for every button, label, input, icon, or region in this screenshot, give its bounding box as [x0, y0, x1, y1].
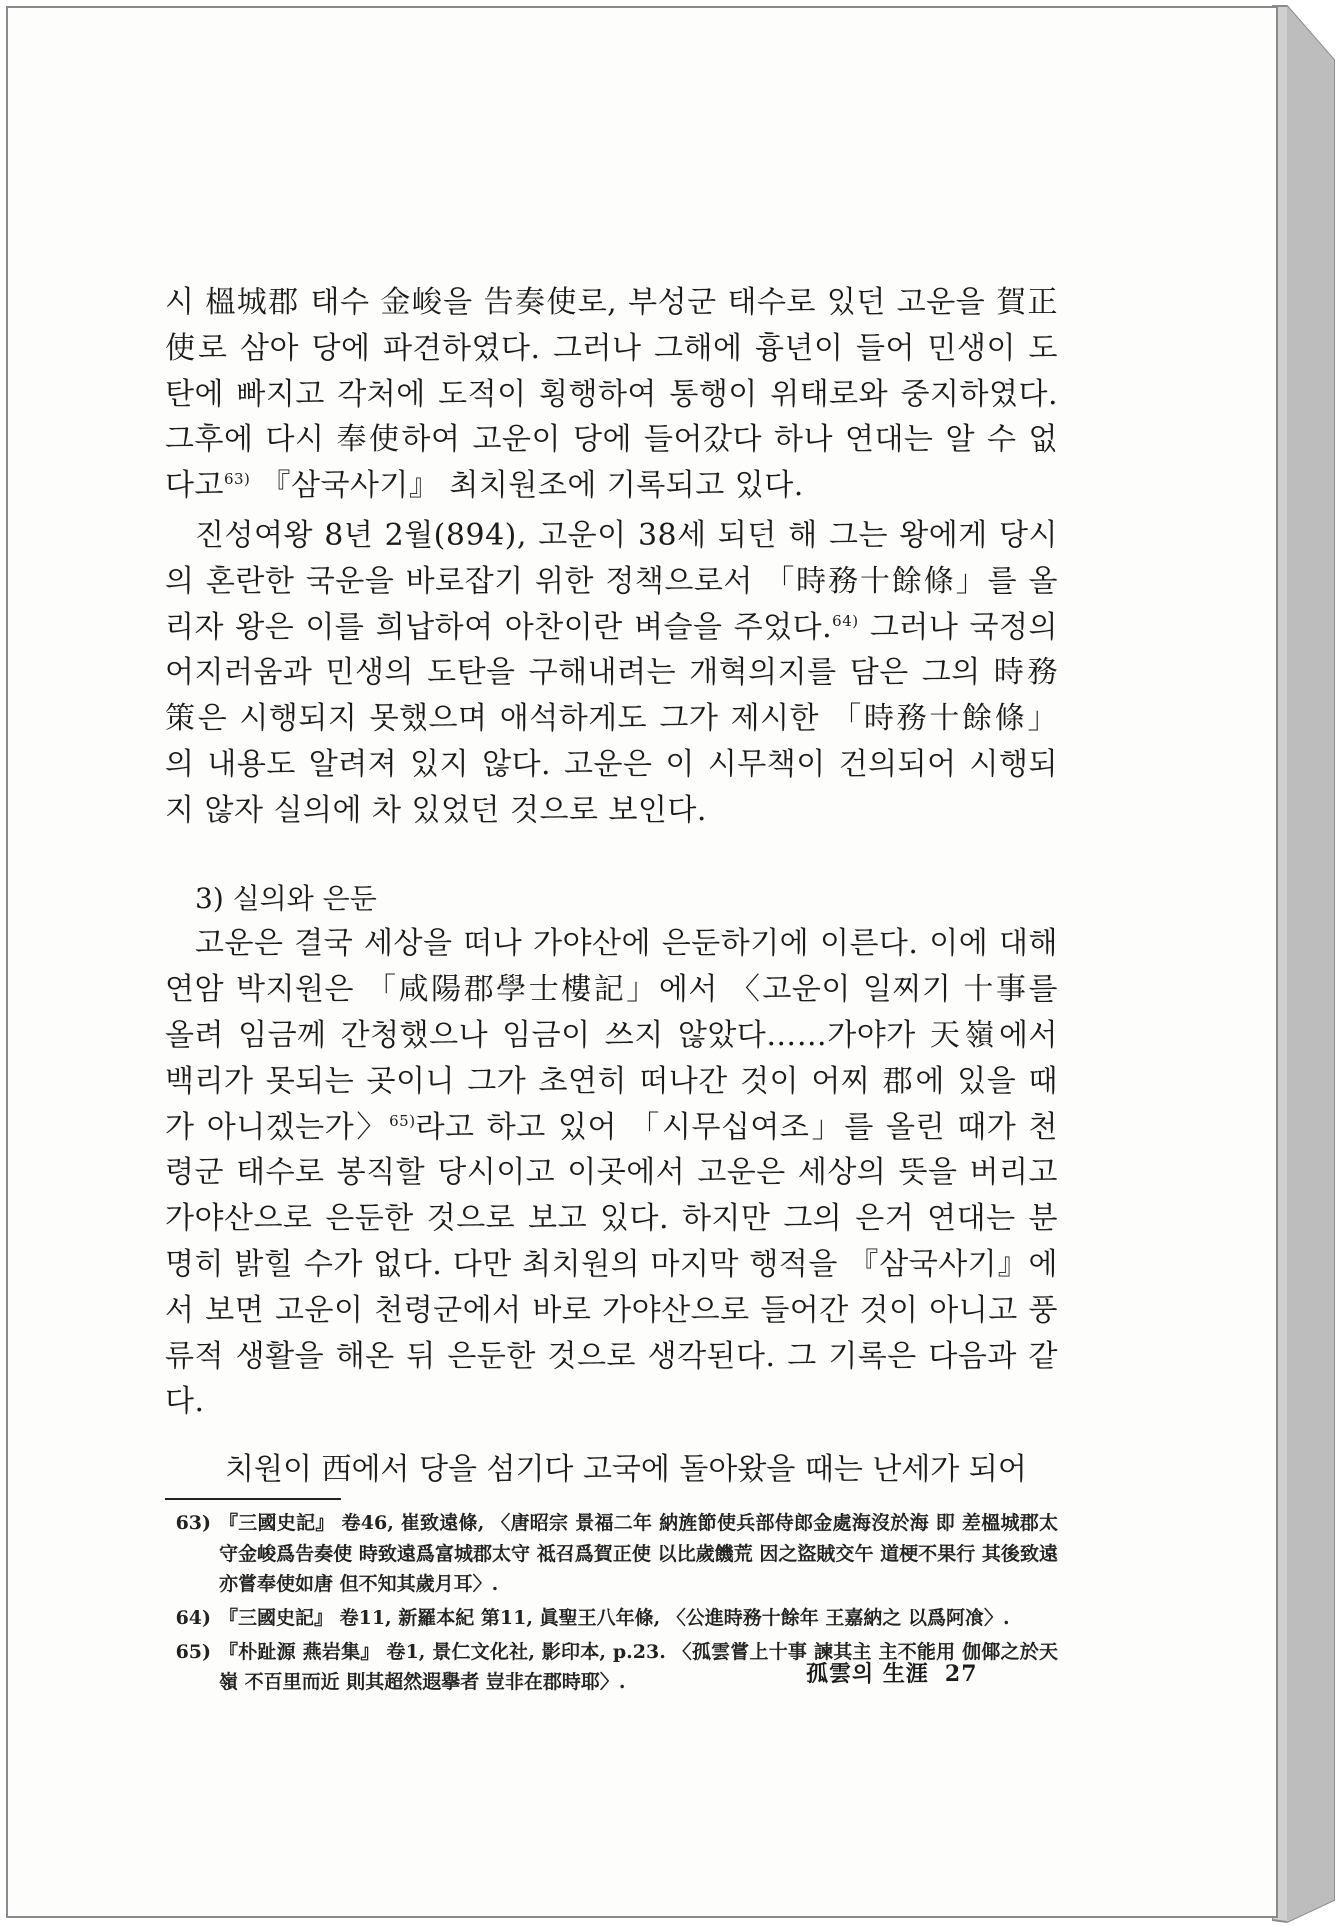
running-footer [806, 1657, 978, 1688]
page-body [165, 280, 1058, 1701]
footnote-number: 64) [175, 1606, 211, 1629]
section-heading: 3) 실의와 은둔 [195, 881, 377, 915]
footnote-text: 『三國史記』 卷11, 新羅本紀 第11, 眞聖王八年條, 〈公進時務十餘年 王嘉納之 以爲阿飡〉. [219, 1606, 1010, 1629]
footnote-ref-63: 63) [223, 470, 251, 489]
footnote-number: 63) [175, 1512, 211, 1535]
footnote-text: 『三國史記』 卷46, 崔致遠條, 〈唐昭宗 景福二年 納旌節使兵部侍郎金處海沒於海 即 差榲城郡太守金峻爲告奏使 時致遠爲富城郡太守 祗召爲賀正使 以比歲饑荒 因之盜賊交午 道梗不果行 其後致遠亦嘗奉使如唐 但不知其歲月耳〉. [219, 1512, 1058, 1596]
running-title: 孤雲의 生涯 [806, 1661, 929, 1687]
footnote-ref-65: 65) [389, 1111, 416, 1130]
block-quote: 치원이 西에서 당을 섬기다 고국에 돌아왔을 때는 난세가 되어 [225, 1452, 1027, 1488]
footnote-number: 65) [175, 1640, 211, 1663]
book-spine [1272, 0, 1343, 1926]
footnote-divider [165, 1498, 341, 1500]
footnote-63 [165, 1508, 1058, 1600]
paragraph-1: 시 榲城郡 태수 金峻을 告奏使로, 부성군 태수로 있던 고운을 賀正使로 삼아 당에 파견하였다. 그러나 그해에 흉년이 들어 민생이 도탄에 빠지고 각처에 도적이 횡행하여 통행이 위태로와 중지하였다. 그후에 다시 奉使하여 고운이 당에 들어갔다 하나 연대는 알 수 없다고$^{63)}$ 『삼국사기』 최치원조에 기록되고 있다. [165, 285, 1058, 504]
footnote-ref-64: 64) [832, 611, 859, 630]
paragraph-2: 진성여왕 8년 2월(894), 고운이 38세 되던 해 그는 왕에게 당시의 혼란한 국운을 바로잡기 위한 정책으로서 「時務十餘條」를 올리자 왕은 이를 희납하여 아찬이란 벼슬을 주었다.$^{64)}$ 그러나 국정의 어지러움과 민생의 도탄을 구해내려는 개혁의지를 담은 그의 時務策은 시행되지 못했으며 애석하게도 그가 제시한 「時務十餘條」의 내용도 알려져 있지 않다. 고운은 이 시무책이 건의되어 시행되지 않자 실의에 차 있었던 것으로 보인다. [165, 517, 1058, 828]
page-number: 27 [944, 1661, 978, 1687]
paragraph-3: 고운은 결국 세상을 떠나 가야산에 은둔하기에 이른다. 이에 대해 연암 박지원은 「咸陽郡學士樓記」에서 〈고운이 일찌기 十事를 올려 임금께 간청했으나 임금이 쓰지 않았다……가야가 天嶺에서 백리가 못되는 곳이니 그가 초연히 떠나간 것이 어찌 郡에 있을 때가 아니겠는가〉$^{65)}$라고 하고 있어 「시무십여조」를 올린 때가 천령군 태수로 봉직할 당시이고 이곳에서 고운은 세상의 뜻을 버리고 가야산으로 은둔한 것으로 보고 있다. 하지만 그의 은거 연대는 분명히 밝힐 수가 없다. 다만 최치원의 마지막 행적을 『삼국사기』에서 보면 고운이 천령군에서 바로 가야산으로 들어간 것이 아니고 풍류적 생활을 해온 뒤 은둔한 것으로 생각된다. 그 기록은 다음과 같다. [165, 926, 1058, 1420]
footnote-text: 『朴趾源 燕岩集』 卷1, 景仁文化社, 影印本, p.23. 〈孤雲嘗上十事 諫其主 主不能用 伽倻之於天嶺 不百里而近 則其超然遐擧者 豈非在郡時耶〉. [219, 1640, 1058, 1694]
footnote-64 [165, 1603, 1058, 1634]
